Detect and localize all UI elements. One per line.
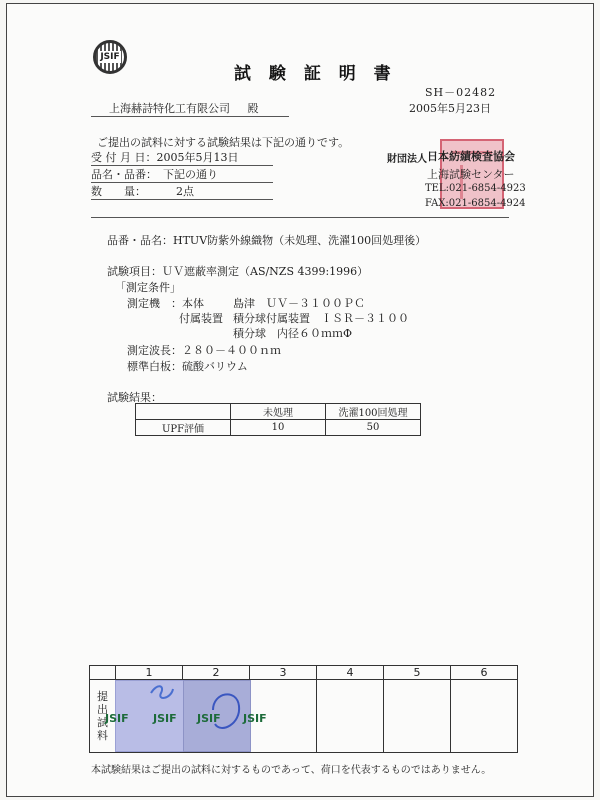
row-label-char: 出: [97, 703, 108, 716]
issuer-fax: FAX:021-6854-4924: [425, 198, 526, 209]
sample-cell-6: [451, 680, 518, 753]
product-row: [107, 232, 426, 248]
sample-col-3: 3: [250, 666, 317, 680]
row-label-char: 料: [97, 729, 108, 742]
issuer-center: 上海試験センター: [427, 168, 515, 181]
section-divider: [91, 217, 509, 218]
test-item-row: [107, 263, 368, 279]
sample-col-2: 2: [183, 666, 250, 680]
sample-col-1: 1: [116, 666, 183, 680]
results-col-washed: 洗濯100回処理: [326, 404, 421, 420]
row-label-char: 提: [97, 690, 108, 703]
product-label: 品番・品名：: [107, 234, 173, 247]
item-value: 下記の通り: [163, 168, 218, 181]
test-item-value: ＵＶ遮蔽率測定（AS/NZS 4399:1996）: [162, 265, 369, 278]
quantity-label: 数 量：: [91, 185, 146, 198]
results-table: [135, 403, 421, 436]
recipient-name: 上海赫詩特化工有限公司: [109, 102, 230, 115]
jsif-tag: JSIF: [153, 712, 177, 725]
quantity-row: [91, 183, 273, 200]
device-label: 測定機: [127, 297, 160, 310]
results-heading: 試験結果：: [107, 391, 162, 404]
issuer-tel: TEL:021-6854-4923: [425, 183, 526, 194]
issue-date: 2005年5月23日: [409, 102, 491, 115]
certificate-page: [6, 3, 594, 797]
footer-note: 本試験結果はご提出の試料に対するものであって、荷口を代表するものではありません。: [91, 765, 492, 776]
report-number: SH－02482: [425, 86, 497, 99]
recipient-honorific: 殿: [247, 102, 259, 115]
sample-corner-cell: [90, 666, 116, 680]
device-main-value: 島津 ＵＶ－３１００ＰＣ: [233, 297, 365, 310]
quantity-value: 2点: [176, 185, 194, 198]
recipient-line: [91, 100, 289, 117]
conditions-heading: 「測定条件」: [115, 281, 181, 294]
received-label: 受 付 月 日：: [91, 151, 157, 164]
received-value: 2005年5月13日: [156, 151, 239, 164]
jsif-tag: JSIF: [243, 712, 267, 725]
item-label: 品名・品番：: [91, 168, 157, 181]
intro-statement: ご提出の試料に対する試験結果は下記の通りです。: [97, 136, 350, 149]
device-attach-label: 付属装置: [179, 312, 223, 325]
jsif-tag: JSIF: [105, 712, 129, 725]
document-title: 試 験 証 明 書: [234, 64, 397, 84]
product-value: HTUV防紫外線織物（未処理、洗濯100回処理後）: [173, 234, 427, 247]
results-untreated-value: 10: [231, 420, 326, 436]
sphere-value: 積分球 内径６０ｍｍΦ: [233, 327, 353, 340]
white-plate: 標準白板：硫酸バリウム: [127, 360, 248, 373]
results-washed-value: 50: [326, 420, 421, 436]
sample-col-6: 6: [451, 666, 518, 680]
issuer-prefix: 財団法人: [387, 154, 427, 165]
device-attach-value: 積分球付属装置 ＩＳＲ－３１００: [233, 312, 409, 325]
issuer-org: 日本紡績検査協会: [427, 150, 515, 163]
wavelength: 測定波長：２８０－４００ｎｍ: [127, 344, 281, 357]
results-corner-cell: [136, 404, 231, 420]
logo-label: JSIF: [100, 52, 120, 62]
test-item-label: 試験項目：: [107, 265, 162, 278]
row-label-char: 試: [97, 716, 108, 729]
received-row: [91, 149, 273, 166]
sample-col-5: 5: [384, 666, 451, 680]
jsif-logo-icon: [93, 40, 127, 74]
sample-cell-5: [384, 680, 451, 753]
item-row: [91, 166, 273, 183]
sample-cell-4: [317, 680, 384, 753]
jsif-tag: JSIF: [197, 712, 221, 725]
results-col-untreated: 未処理: [231, 404, 326, 420]
device-main-label: ：本体: [171, 297, 204, 310]
sample-col-4: 4: [317, 666, 384, 680]
sample-marking-1: [147, 681, 177, 701]
results-row-label: UPF評価: [136, 420, 231, 436]
